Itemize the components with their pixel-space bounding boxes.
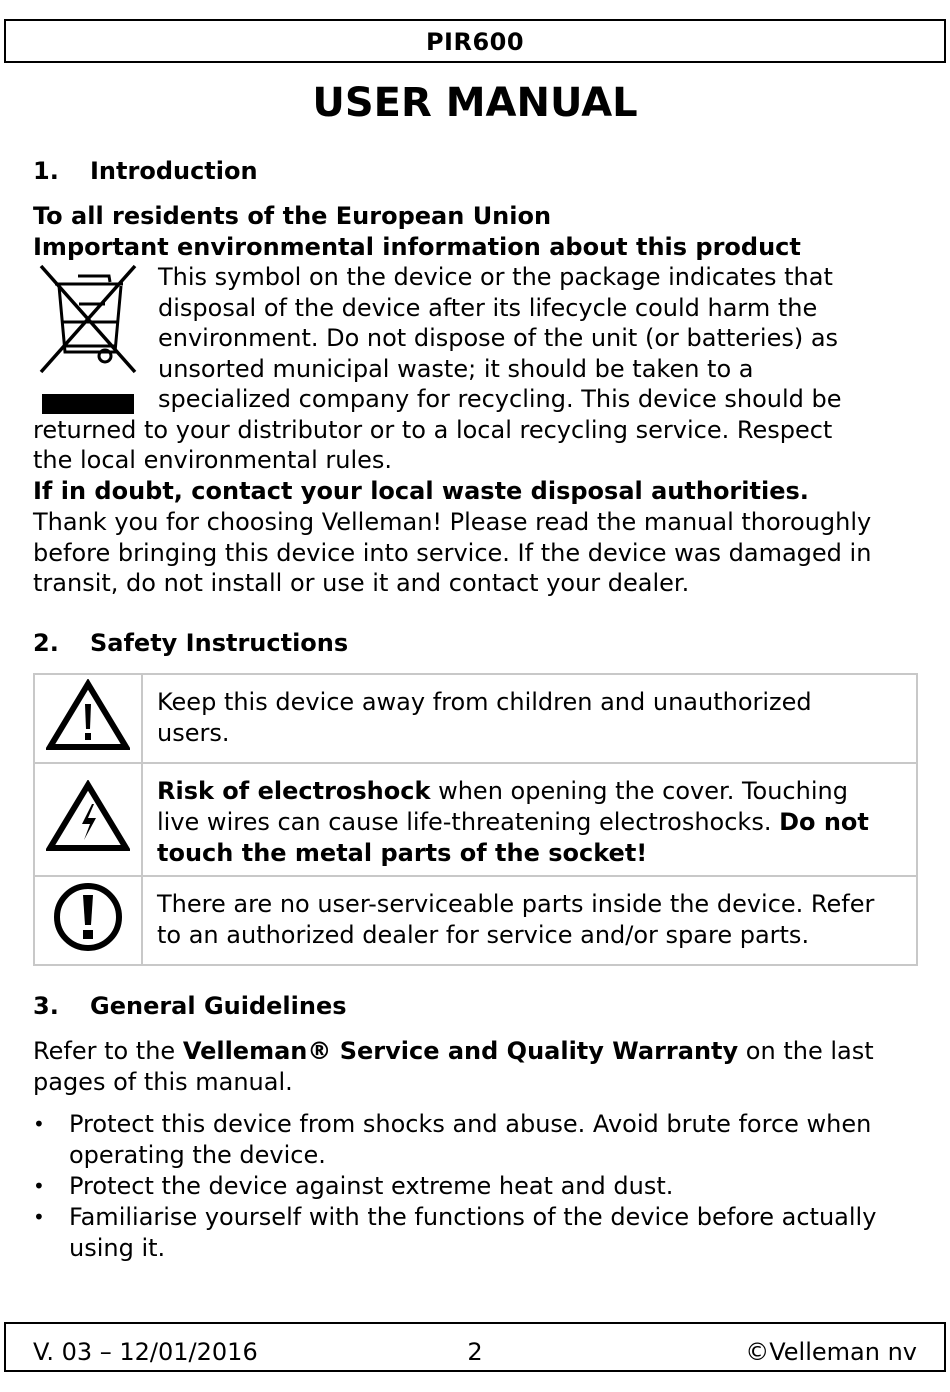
emphasis-text: Velleman® Service and Quality Warranty (182, 1037, 739, 1065)
safety-text-cell (142, 876, 917, 965)
warranty-reference (33, 1036, 874, 1098)
emphasis-text: Risk of electroshock (157, 777, 431, 805)
text-line (157, 807, 906, 838)
text-line: before bringing this device into service. If the device was damaged in (33, 538, 872, 567)
text-line: pages of this manual. (33, 1068, 293, 1096)
text-run: when opening the cover. Touching (430, 777, 848, 805)
text-line: users. (157, 719, 230, 747)
text-line: the local environmental rules. (33, 446, 393, 474)
safety-row (34, 876, 917, 965)
text-line: • Familiarise yourself with the functions of the device before actually (69, 1203, 877, 1231)
text-line: • Protect the device against extreme heat and dust. (69, 1172, 674, 1200)
text-line: • Protect this device from shocks and abuse. Avoid brute force when (69, 1110, 872, 1138)
section-number: 1. (33, 157, 59, 185)
text-line (33, 1036, 874, 1067)
text-run: live wires can cause life-threatening electroshocks. (157, 808, 780, 836)
page-number: 2 (467, 1338, 483, 1366)
page-footer (4, 1322, 946, 1372)
list-item (33, 1109, 876, 1171)
safety-text-cell (142, 674, 917, 763)
section-title: Introduction (90, 157, 258, 185)
text-line: This symbol on the device or the package indicates that (158, 263, 833, 291)
text-line: Keep this device away from children and unauthorized (157, 688, 812, 716)
list-item (33, 1202, 876, 1264)
electroshock-triangle-icon (46, 780, 130, 852)
section-title: General Guidelines (90, 992, 347, 1020)
text-line (157, 838, 906, 869)
exclamation-circle-icon (52, 881, 124, 953)
text-line: specialized company for recycling. This device should be (158, 385, 842, 413)
guidelines-list (33, 1109, 876, 1264)
text-line: to an authorized dealer for service and/or spare parts. (157, 921, 810, 949)
emphasis-text: touch the metal parts of the socket! (157, 839, 648, 867)
text-run: Refer to the (33, 1037, 183, 1065)
weee-heading-line: To all residents of the European Union (33, 202, 552, 230)
section-title: Safety Instructions (90, 629, 349, 657)
safety-table (33, 673, 918, 966)
section-number: 3. (33, 992, 59, 1020)
text-line: There are no user-serviceable parts inside the device. Refer (157, 890, 875, 918)
weee-heading (33, 201, 801, 262)
disposal-warning: If in doubt, contact your local waste disposal authorities. (33, 477, 809, 505)
safety-text-cell (142, 763, 917, 876)
safety-row (34, 763, 917, 876)
text-line: using it. (69, 1234, 166, 1262)
text-line (157, 776, 906, 807)
weee-heading-line: Important environmental information about this product (33, 232, 801, 261)
safety-icon-cell (34, 674, 142, 763)
text-line: transit, do not install or use it and contact your dealer. (33, 569, 690, 597)
version-date: V. 03 – 12/01/2016 (33, 1338, 258, 1366)
text-line: disposal of the device after its lifecycle could harm the (158, 293, 818, 322)
section-heading-introduction (33, 156, 258, 186)
model-name: PIR600 (425, 28, 525, 56)
copyright: ©Velleman nv (745, 1338, 917, 1366)
section-heading-safety (33, 628, 348, 658)
section-heading-guidelines (33, 991, 347, 1021)
text-line: Thank you for choosing Velleman! Please read the manual thoroughly (33, 508, 872, 536)
safety-icon-cell (34, 876, 142, 965)
safety-row (34, 674, 917, 763)
safety-icon-cell (34, 763, 142, 876)
text-line: returned to your distributor or to a local recycling service. Respect (33, 415, 833, 444)
page-header (4, 19, 946, 63)
text-line: operating the device. (69, 1141, 326, 1169)
warning-triangle-icon (46, 679, 130, 751)
section-number: 2. (33, 629, 59, 657)
text-line: environment. Do not dispose of the unit (or batteries) as (158, 324, 839, 352)
emphasis-text: Do not (779, 808, 869, 836)
text-run: on the last (738, 1037, 874, 1065)
thank-you-paragraph (33, 507, 871, 599)
text-line: unsorted municipal waste; it should be taken to a (158, 354, 754, 383)
page-title: USER MANUAL (312, 80, 638, 126)
weee-paragraph (33, 262, 923, 476)
list-item (33, 1171, 876, 1202)
